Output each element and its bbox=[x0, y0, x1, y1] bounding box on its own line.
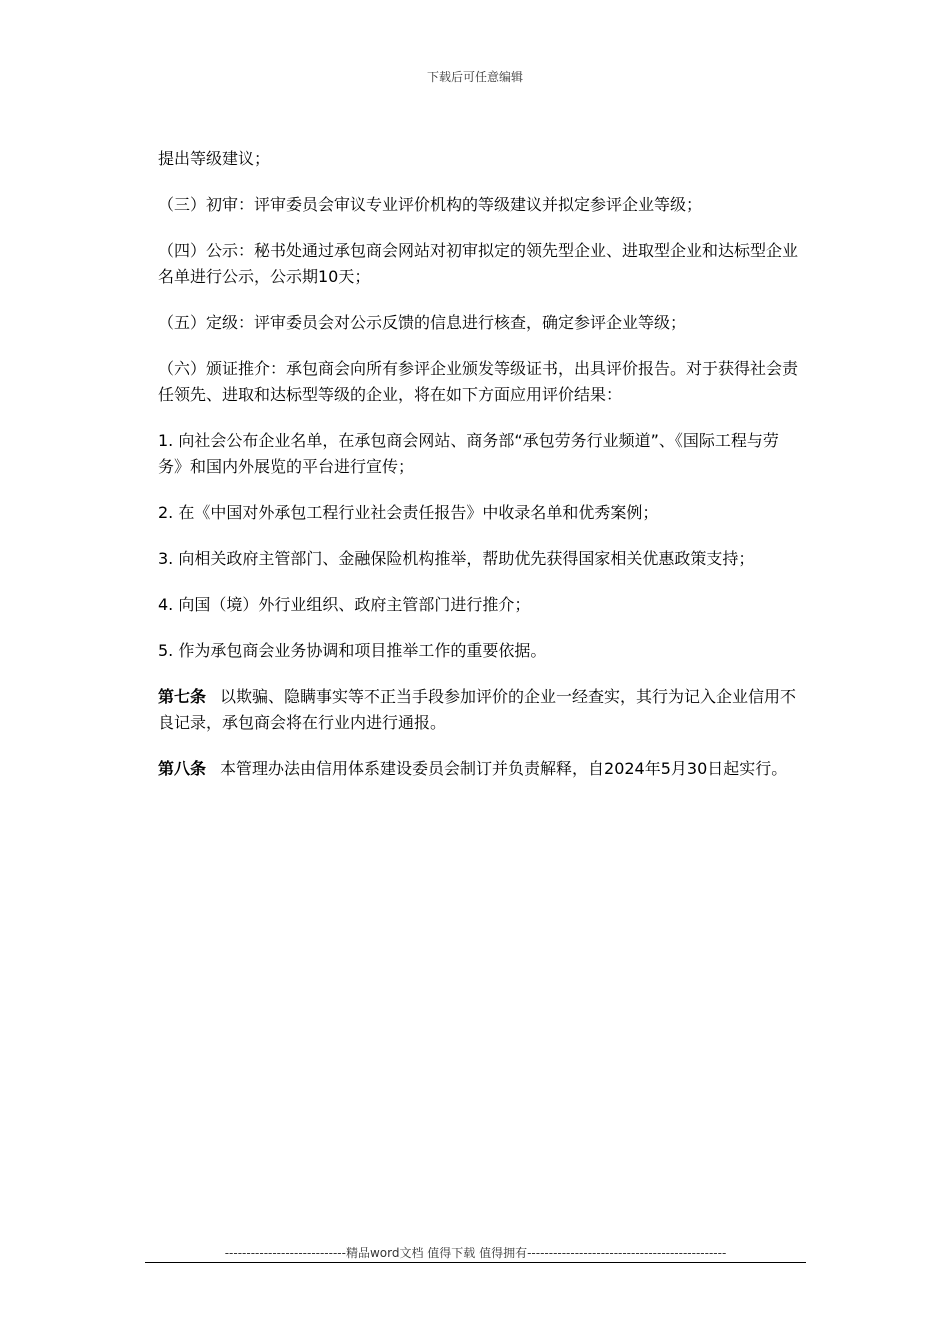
page-footer: ----------------------------精品word文档 值得下载 值得拥有---------------------------------------------- bbox=[224, 1246, 727, 1260]
paragraph-preliminary-review: （三）初审：评审委员会审议专业评价机构的等级建议并拟定参评企业等级； bbox=[158, 195, 703, 214]
list-item-2: 2. 在《中国对外承包工程行业社会责任报告》中收录名单和优秀案例； bbox=[158, 503, 659, 522]
paragraph-certification: （六）颁证推介：承包商会向所有参评企业颁发等级证书，出具评价报告。对于获得社会责任领先、进取和达标型等级的企业，将在如下方面应用评价结果： bbox=[158, 359, 799, 404]
footer-divider bbox=[145, 1262, 806, 1263]
list-item-4: 4. 向国（境）外行业组织、政府主管部门进行推介； bbox=[158, 595, 531, 614]
article-eight-title: 第八条 bbox=[158, 759, 207, 778]
list-item-3: 3. 向相关政府主管部门、金融保险机构推举，帮助优先获得国家相关优惠政策支持； bbox=[158, 549, 755, 568]
paragraph-public-notice: （四）公示：秘书处通过承包商会网站对初审拟定的领先型企业、进取型企业和达标型企业名单进行公示，公示期10天； bbox=[158, 241, 799, 286]
article-seven bbox=[158, 684, 798, 736]
article-seven-text: 以欺骗、隐瞒事实等不正当手段参加评价的企业一经查实，其行为记入企业信用不良记录，承包商会将在行业内进行通报。 bbox=[158, 687, 797, 732]
page-header: 下载后可任意编辑 bbox=[426, 70, 523, 84]
list-item-1: 1. 向社会公布企业名单，在承包商会网站、商务部“承包劳务行业频道”、《国际工程与劳务》和国内外展览的平台进行宣传； bbox=[158, 431, 779, 476]
document-body bbox=[158, 146, 798, 802]
paragraph-grade-suggestion: 提出等级建议； bbox=[158, 149, 271, 168]
paragraph-grading: （五）定级：评审委员会对公示反馈的信息进行核查，确定参评企业等级； bbox=[158, 313, 687, 332]
list-item-5: 5. 作为承包商会业务协调和项目推举工作的重要依据。 bbox=[158, 641, 547, 660]
article-eight bbox=[158, 756, 798, 782]
article-seven-title: 第七条 bbox=[158, 687, 207, 706]
article-eight-text: 本管理办法由信用体系建设委员会制订并负责解释，自2024年5月30日起实行。 bbox=[220, 759, 788, 778]
